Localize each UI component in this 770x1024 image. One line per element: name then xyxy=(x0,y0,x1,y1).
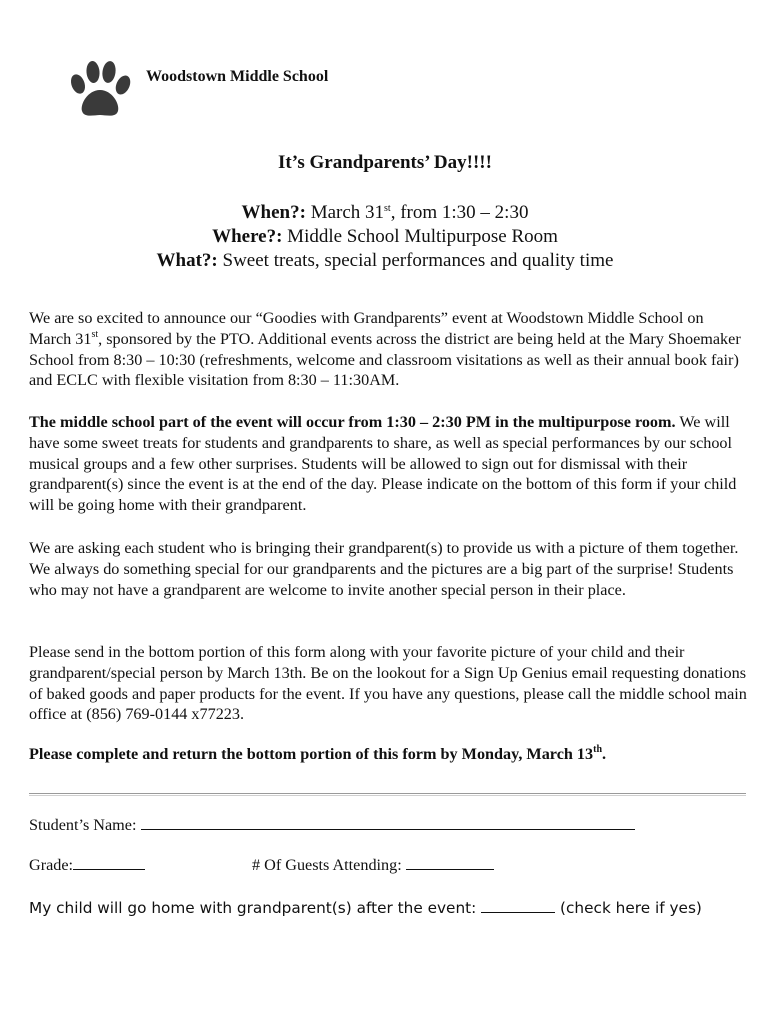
cut-line-divider xyxy=(29,793,746,796)
event-details-text: We will have some sweet treats for students and grandparents to share, as well as special performances by our school musical groups and a few other surprises. Students will be allowed to sign out for dismissal with their grandparent(s) since the event is at the end of the day. Please indicate on the bottom of this form if your child will be going home with their grandparent. xyxy=(29,413,737,515)
deadline-suffix: th xyxy=(593,744,603,755)
student-name-label: Student’s Name: xyxy=(29,816,141,834)
guests-label: # Of Guests Attending: xyxy=(252,856,406,874)
paw-print-icon xyxy=(68,60,132,120)
when-date: March 31 xyxy=(305,202,385,223)
what-line xyxy=(0,250,770,272)
deadline-text: Please complete and return the bottom portion of this form by Monday, March 13 xyxy=(29,745,594,763)
where-line xyxy=(0,226,770,248)
page-title: It’s Grandparents’ Day!!!! xyxy=(278,152,492,173)
deadline-end: . xyxy=(602,745,607,763)
guests-row xyxy=(252,855,494,875)
picture-request-paragraph: We are asking each student who is bringing their grandparent(s) to provide us with a picture of them together. We always do something special for our grandparents and the pictures are a big part of the surprise! Students who may not have a grandparent are welcome to invite another special person in their place. xyxy=(29,539,739,599)
when-label: When?: xyxy=(241,202,306,223)
grade-row xyxy=(29,855,145,875)
intro-text-b: , sponsored by the PTO. Additional events across the district are being held at the Mary Shoemaker School from 8:30 – 10:30 (refreshments, welcome and classroom visitations as well as their annual book fair) and ECLC with flexible visitation from 8:30 – 11:30AM. xyxy=(29,329,741,390)
student-name-field[interactable] xyxy=(141,815,635,830)
intro-text-a: We are so excited to announce our “Goodies with Grandparents” event at Woodstown Middle School on March 31 xyxy=(29,309,704,348)
intro-date-suffix: st xyxy=(91,328,99,340)
what-label: What?: xyxy=(156,250,218,271)
school-name: Woodstown Middle School xyxy=(146,68,329,85)
student-name-row xyxy=(29,815,635,835)
go-home-checkbox-field[interactable] xyxy=(481,898,555,913)
submission-paragraph: Please send in the bottom portion of this form along with your favorite picture of your child and their grandparent/special person by March 13th. Be on the lookout for a Sign Up Genius email requesting donations of baked goods and paper products for the event. If you have any questions, please call the middle school main office at (856) 769-0144 x77223. xyxy=(29,643,747,724)
go-home-label: My child will go home with grandparent(s) after the event: xyxy=(29,899,482,917)
event-time-highlight: The middle school part of the event will occur from 1:30 – 2:30 PM in the multipurpose room. xyxy=(29,413,676,431)
event-details-paragraph xyxy=(29,412,749,516)
what-text: Sweet treats, special performances and quality time xyxy=(217,250,614,271)
grade-field[interactable] xyxy=(73,855,145,870)
when-line xyxy=(0,202,770,224)
go-home-row xyxy=(29,898,702,917)
grade-label: Grade: xyxy=(29,856,74,874)
where-label: Where?: xyxy=(212,226,283,247)
when-time: , from 1:30 – 2:30 xyxy=(390,202,529,223)
where-text: Middle School Multipurpose Room xyxy=(282,226,558,247)
guests-field[interactable] xyxy=(406,855,494,870)
intro-paragraph xyxy=(29,308,749,391)
return-deadline xyxy=(29,744,749,765)
when-date-suffix: st xyxy=(384,203,391,214)
go-home-suffix: (check here if yes) xyxy=(555,899,702,917)
